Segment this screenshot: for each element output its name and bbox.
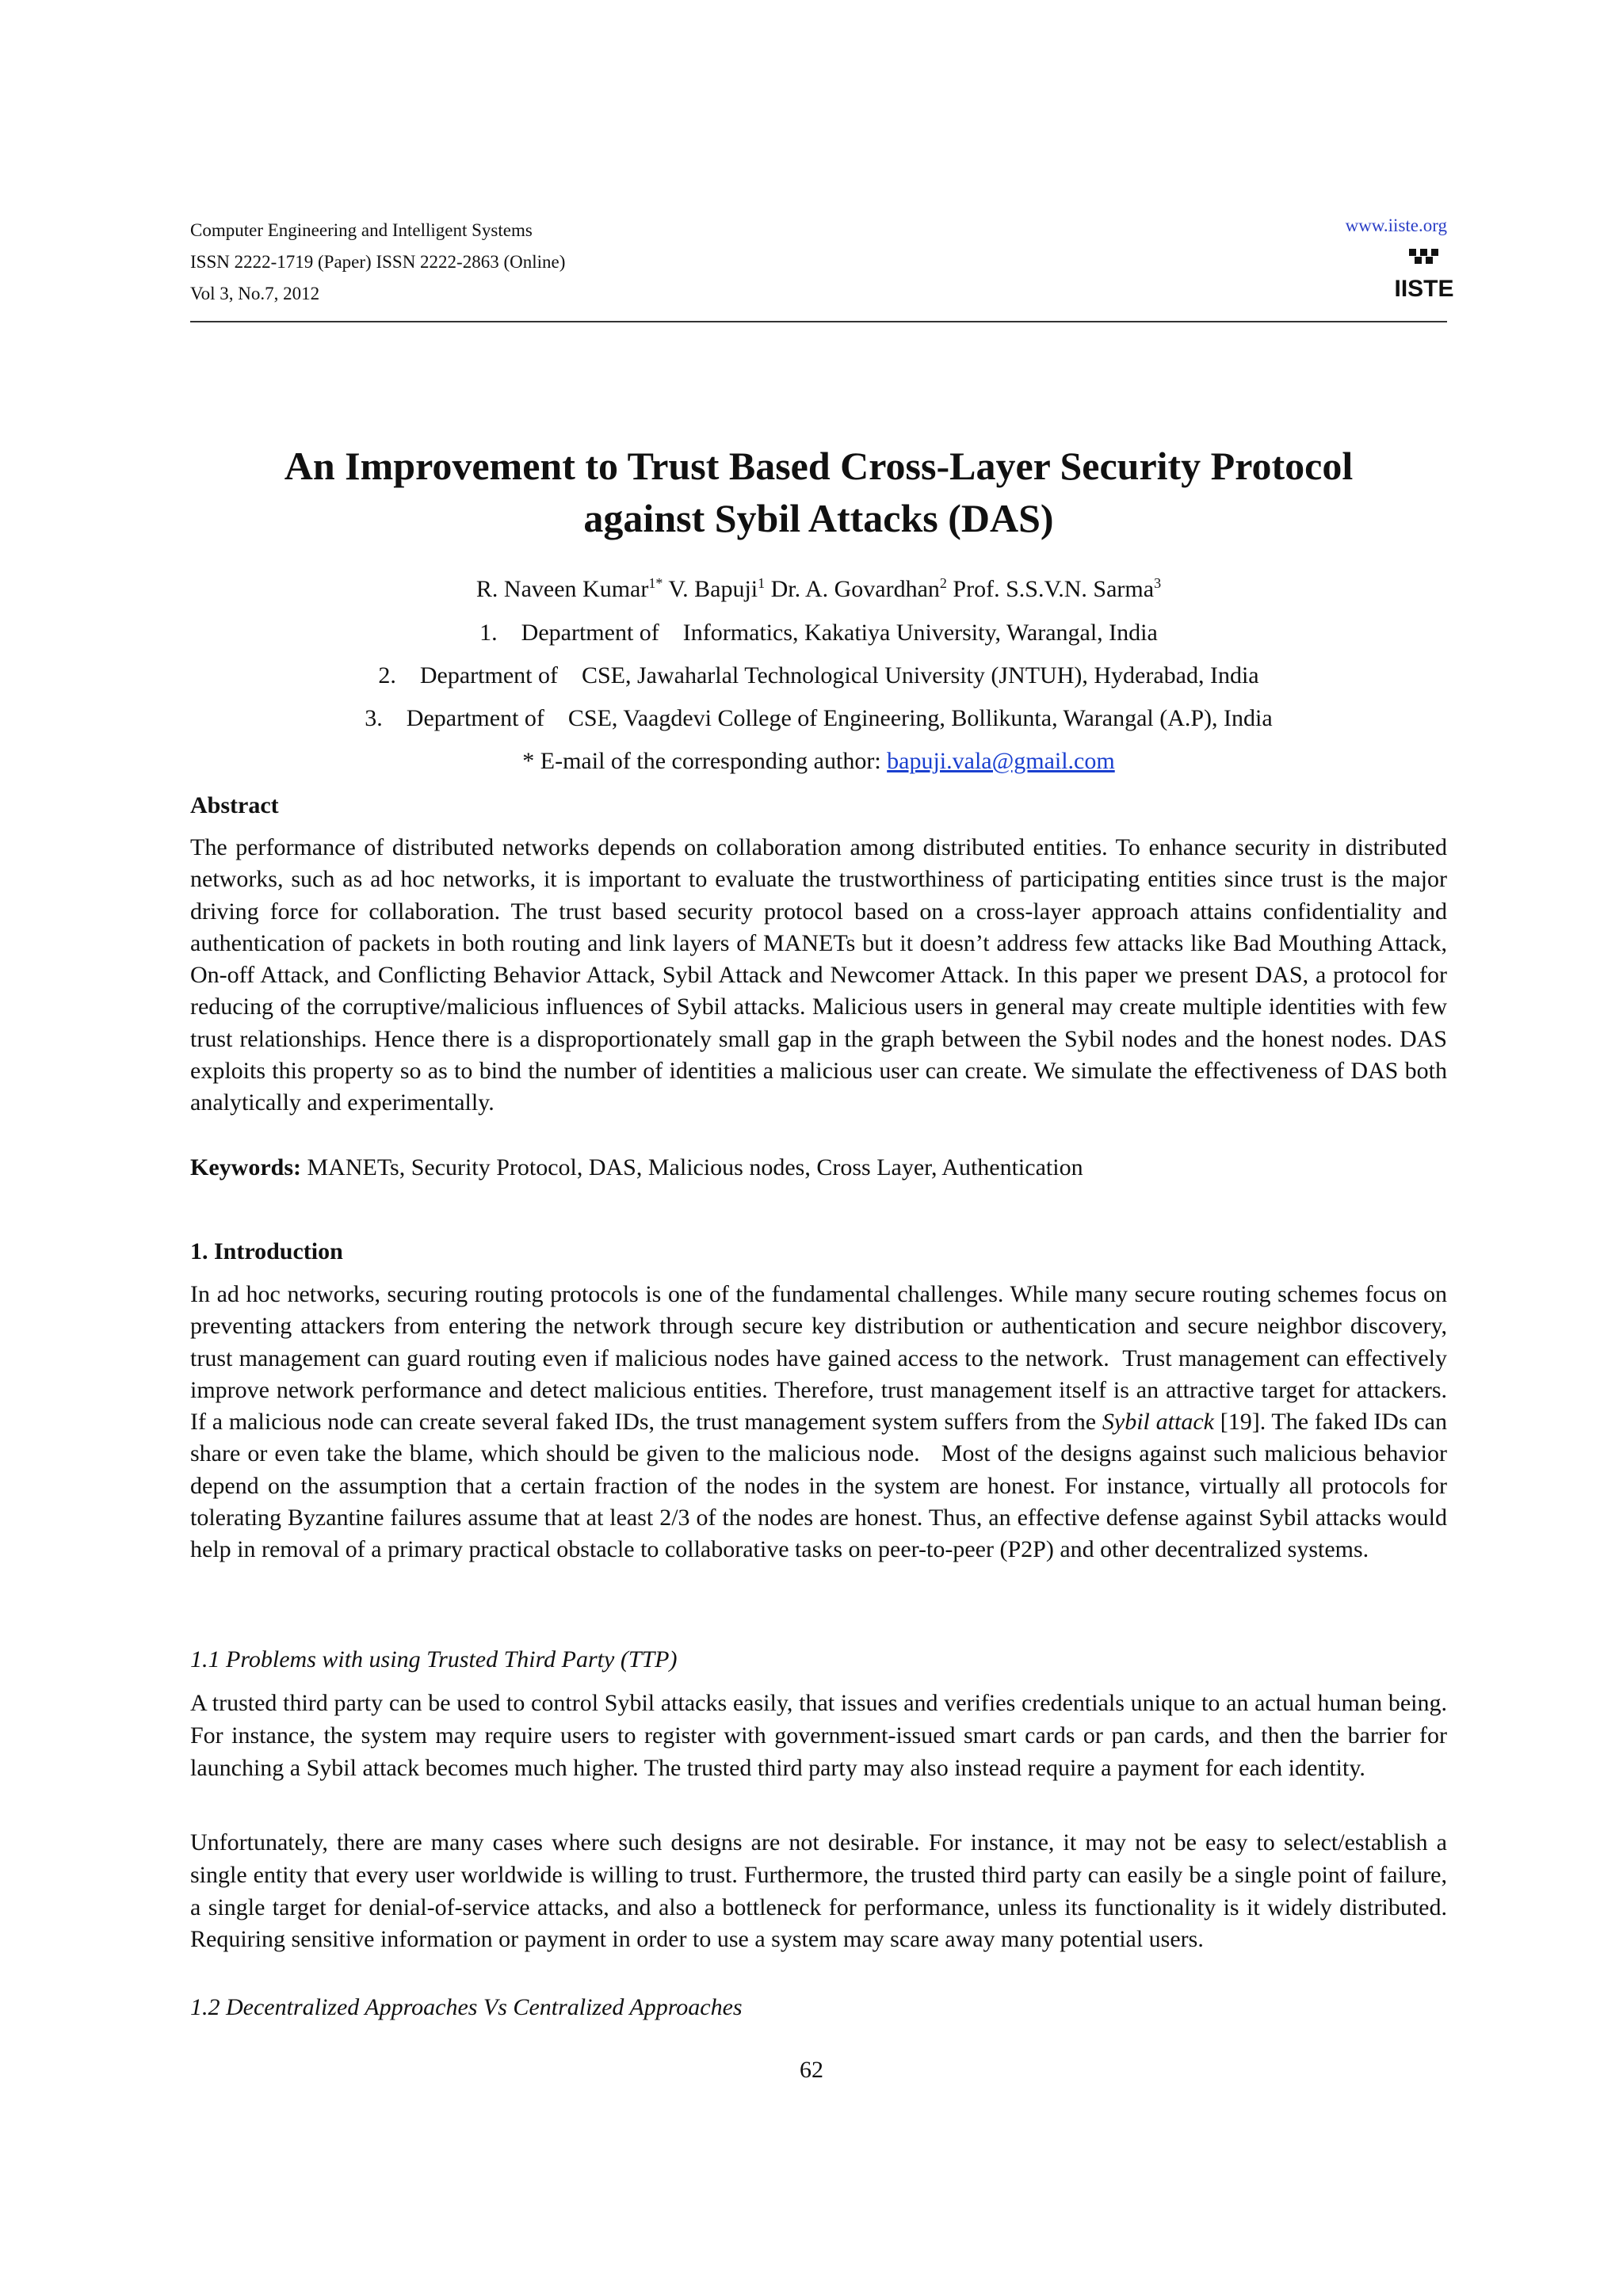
corresponding-email-line [190, 746, 1447, 777]
subsection-1-1-heading: 1.1 Problems with using Trusted Third Party (TTP) [190, 1646, 678, 1672]
sybil-attack-term: Sybil attack [1102, 1409, 1214, 1436]
affiliation-3: 3. Department of CSE, Vaagdevi College of Engineering, Bollikunta, Warangal (A.P), India [365, 705, 1273, 731]
volume-line: Vol 3, No.7, 2012 [190, 284, 320, 303]
author-name: R. Naveen Kumar [475, 576, 649, 602]
website-link[interactable]: www.iiste.org [1345, 215, 1447, 235]
author-affil-mark: 1* [648, 575, 663, 591]
introduction-paragraph-1 [190, 1279, 1447, 1566]
affiliation-2: 2. Department of CSE, Jawaharlal Technological University (JNTUH), Hyderabad, India [378, 662, 1259, 688]
logo-text: IISTE [1394, 276, 1454, 302]
author-list [190, 574, 1447, 605]
abstract-text: The performance of distributed networks depends on collaboration among distributed entities. To enhance security in distributed networks, such as ad hoc networks, it is important to evaluate the trustworthiness of participating entities since trust is the major driving force for collaboration. The trust based security protocol based on a cross-layer approach attains confidentiality and authentication of packets in both routing and link layers of MANETs but it doesn’t address few attacks like Bad Mouthing Attack, On-off Attack, and Conflicting Behavior Attack, Sybil Attack and Newcomer Attack. In this paper we present DAS, a protocol for reducing of the corruptive/malicious influences of Sybil attacks. Malicious users in general may create multiple identities with few trust relationships. Hence there is a disproportionately small gap in the graph between the Sybil nodes and the honest nodes. DAS exploits this property so as to bind the number of identities a malicious user can create. We simulate the effectiveness of DAS both analytically and experimentally. [190, 834, 1447, 1116]
title-line-2: against Sybil Attacks (DAS) [583, 496, 1054, 540]
title-line-1: An Improvement to Trust Based Cross-Layer Security Protocol [284, 444, 1354, 488]
author-affil-mark: 3 [1154, 575, 1162, 591]
author-name: Prof. S.S.V.N. Sarma [953, 576, 1155, 602]
author-affil-mark: 2 [939, 575, 947, 591]
abstract-heading: Abstract [190, 792, 279, 818]
keywords-line [190, 1152, 1447, 1184]
author-name: V. Bapuji [668, 576, 758, 602]
issn-line: ISSN 2222-1719 (Paper) ISSN 2222-2863 (Online) [190, 252, 566, 272]
header-rule [190, 321, 1447, 322]
author-name: Dr. A. Govardhan [770, 576, 940, 602]
keywords-text: MANETs, Security Protocol, DAS, Malicious nodes, Cross Layer, Authentication [300, 1154, 1083, 1180]
intro-text-part-1: In ad hoc networks, securing routing protocols is one of the fundamental challenges. While many secure routing schemes focus on preventing attackers from entering the network through secure key distribution or authentication and secure neighbor discovery, trust management can guard routing even if malicious nodes have gained access to the network. Trust management can effectively improve network performance and detect malicious entities. Therefore, trust management itself is an attractive target for attackers. If a malicious node can create several faked IDs, the trust management system suffers from the [190, 1281, 1447, 1436]
intro-text-part-2: [19]. The faked IDs can share or even take the blame, which should be given to the malicious node. Most of the designs against such malicious behavior depend on the assumption that a certain fraction of the nodes in the system are honest. For instance, virtually all protocols for tolerating Byzantine failures assume that at least 2/3 of the nodes are honest. Thus, an effective defense against Sybil attacks would help in removal of a primary practical obstacle to collaborative tasks on peer-to-peer (P2P) and other decentralized systems. [190, 1409, 1447, 1563]
paper-title [190, 440, 1447, 544]
email-label: * E-mail of the corresponding author: [522, 748, 888, 774]
affiliation-1: 1. Department of Informatics, Kakatiya University, Warangal, India [479, 620, 1158, 646]
keywords-label: Keywords: [190, 1154, 301, 1180]
page-number: 62 [800, 2057, 823, 2083]
iiste-logo [1394, 247, 1454, 302]
journal-name: Computer Engineering and Intelligent Systems [190, 220, 533, 240]
introduction-heading: 1. Introduction [190, 1238, 343, 1264]
ttp-paragraph-1: A trusted third party can be used to control Sybil attacks easily, that issues and verifies credentials unique to an actual human being. For instance, the system may require users to register with government-issued smart cards or pan cards, and then the barrier for launching a Sybil attack becomes much higher. The trusted third party may also instead require a payment for each identity. [190, 1690, 1447, 1781]
subsection-1-2-heading: 1.2 Decentralized Approaches Vs Centralized Approaches [190, 1994, 743, 2020]
ttp-paragraph-2: Unfortunately, there are many cases where such designs are not desirable. For instance, it may not be easy to select/establish a single entity that every user worldwide is willing to trust. Furthermore, the trusted third party can easily be a single point of failure, a single target for denial-of-service attacks, and also a bottleneck for performance, unless its functionality is it widely distributed. Requiring sensitive information or payment in order to use a system may scare away many potential users. [190, 1829, 1447, 1953]
author-affil-mark: 1 [758, 575, 766, 591]
email-link[interactable]: bapuji.vala@gmail.com [887, 748, 1115, 774]
